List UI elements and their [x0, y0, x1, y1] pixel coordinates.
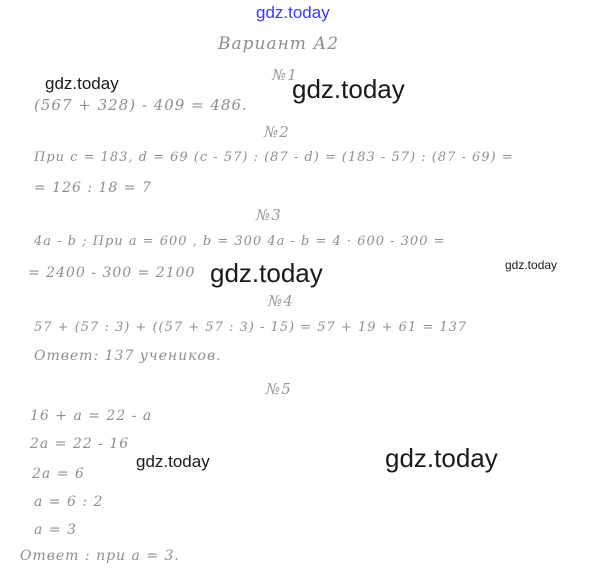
- task-5-line-3: 2a = 6: [32, 466, 85, 482]
- task-2-line-1: При c = 183, d = 69 (c - 57) : (87 - d) = (183 - 57) : (87 - 69) =: [34, 150, 514, 165]
- task-5-line-5: a = 3: [34, 522, 77, 538]
- task-4-line-1: 57 + (57 : 3) + ((57 + 57 : 3) - 15) = 57 + 19 + 61 = 137: [34, 320, 468, 335]
- task-5-answer: Ответ : при a = 3.: [20, 548, 180, 564]
- watermark-top: gdz.today: [256, 3, 330, 22]
- task-5-line-4: a = 6 : 2: [34, 494, 104, 510]
- variant-heading: Вариант А2: [218, 34, 340, 54]
- task-1-line-1: (567 + 328) - 409 = 486.: [34, 96, 248, 114]
- task-4-number: №4: [268, 292, 294, 310]
- watermark-1: gdz.today: [45, 74, 119, 93]
- task-5-number: №5: [266, 380, 292, 398]
- watermark-4: gdz.today: [505, 258, 558, 272]
- task-1-number: №1: [272, 66, 298, 84]
- task-5-line-1: 16 + a = 22 - a: [30, 408, 153, 424]
- task-2-line-2: = 126 : 18 = 7: [34, 180, 152, 196]
- task-3-number: №3: [256, 206, 282, 224]
- task-2-number: №2: [264, 123, 290, 141]
- task-3-line-1: 4a - b ; При a = 600 , b = 300 4a - b = 4 · 600 - 300 =: [34, 234, 446, 249]
- task-5-line-2: 2a = 22 - 16: [30, 436, 130, 452]
- watermark-3: gdz.today: [210, 258, 323, 288]
- watermark-6: gdz.today: [385, 443, 498, 473]
- watermark-2: gdz.today: [292, 74, 405, 104]
- watermark-5: gdz.today: [136, 452, 210, 471]
- task-4-line-2: Ответ: 137 учеников.: [34, 348, 222, 364]
- task-3-line-2: = 2400 - 300 = 2100: [28, 265, 196, 281]
